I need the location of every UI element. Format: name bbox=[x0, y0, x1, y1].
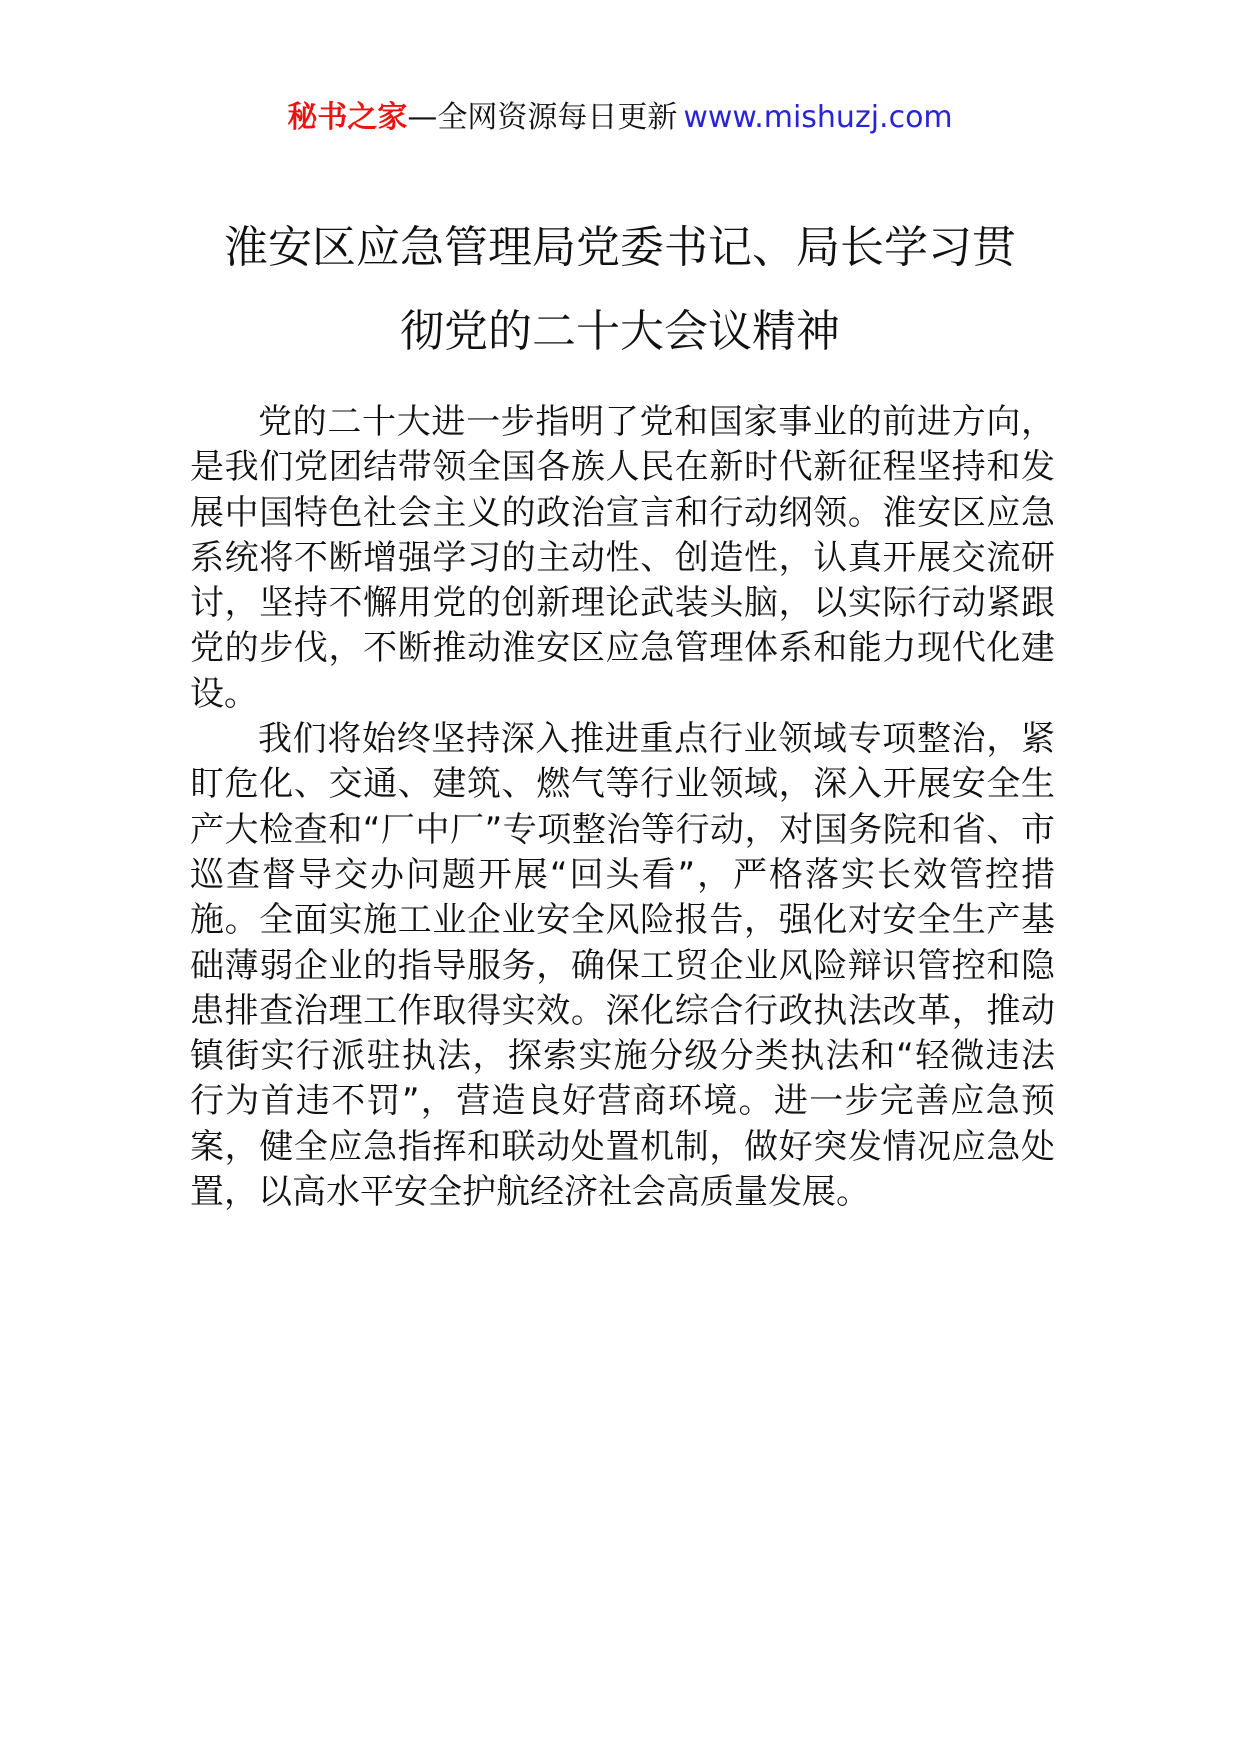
site-url-link[interactable]: www.mishuzj.com bbox=[683, 100, 953, 135]
body-paragraph-1: 党的二十大进一步指明了党和国家事业的前进方向，是我们党团结带领全国各族人民在新时代新征程坚持和发展中国特色社会主义的政治宣言和行动纲领。淮安区应急系统将不断增强学习的主动性、创造性，认真开展交流研讨，坚持不懈用党的创新理论武装头脑，以实际行动紧跟党的步伐，不断推动淮安区应急管理体系和能力现代化建设。 bbox=[190, 402, 1055, 714]
brand-name: 秘书之家 bbox=[287, 100, 408, 135]
header-tagline: —全网资源每日更新 bbox=[407, 100, 678, 135]
document-title bbox=[190, 206, 1050, 374]
title-line-2: 彻党的二十大会议精神 bbox=[400, 306, 840, 357]
site-header bbox=[0, 98, 1240, 138]
body-paragraph-2: 我们将始终坚持深入推进重点行业领域专项整治，紧盯危化、交通、建筑、燃气等行业领域，深入开展安全生产大检查和“厂中厂”专项整治等行动，对国务院和省、市巡查督导交办问题开展“回头看”，严格落实长效管控措施。全面实施工业企业安全风险报告，强化对安全生产基础薄弱企业的指导服务，确保工贸企业风险辩识管控和隐患排查治理工作取得实效。深化综合行政执法改革，推动镇街实行派驻执法，探索实施分级分类执法和“轻微违法行为首违不罚”，营造良好营商环境。进一步完善应急预案，健全应急指挥和联动处置机制，做好突发情况应急处置，以高水平安全护航经济社会高质量发展。 bbox=[190, 719, 1055, 1213]
document-body bbox=[190, 400, 1055, 1215]
title-line-1: 淮安区应急管理局党委书记、局长学习贯 bbox=[224, 222, 1016, 273]
